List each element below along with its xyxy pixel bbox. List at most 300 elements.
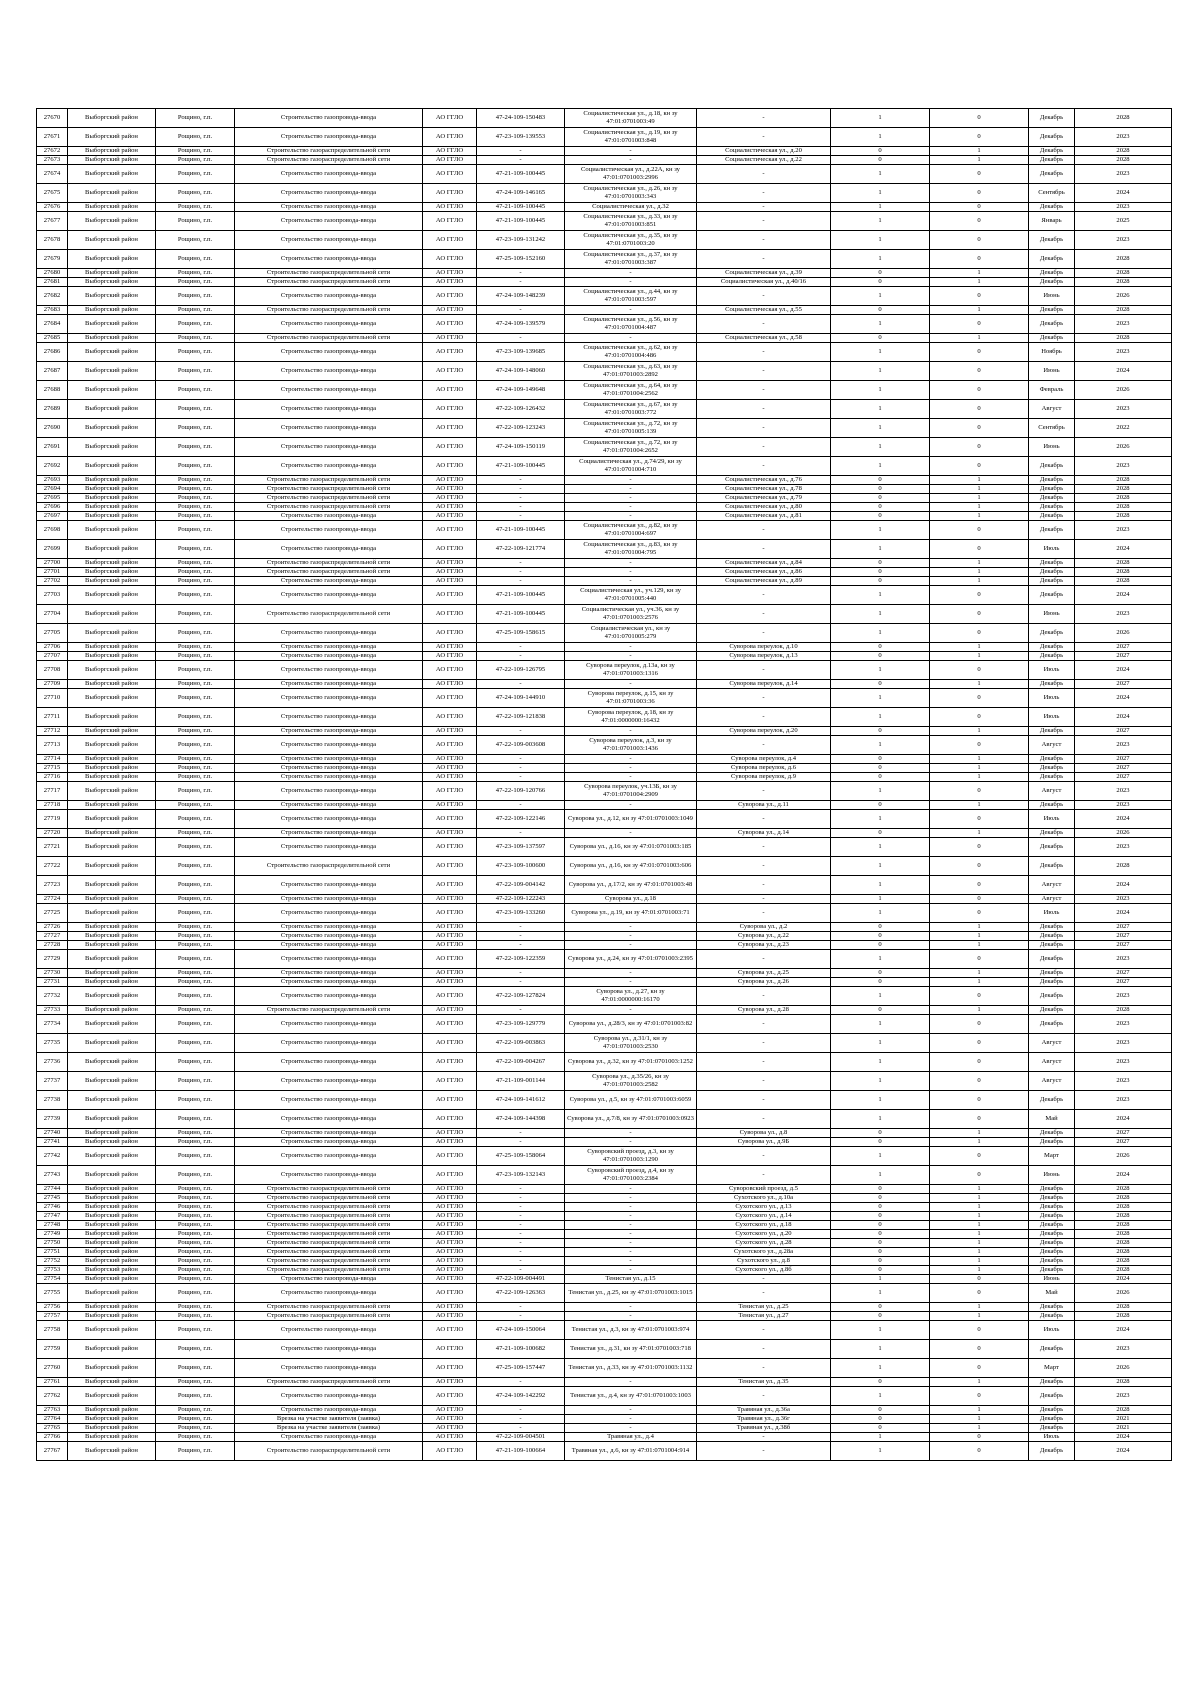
month-cell: Июль [1029,1321,1075,1340]
settlement-cell: Рощино, г.п. [156,680,235,689]
inlet-count-cell: 0 [831,1312,930,1321]
table-row [37,1166,1172,1185]
network-address-cell: - [697,287,831,306]
network-count-cell: 0 [930,1053,1029,1072]
month-cell: Сентябрь [1029,184,1075,203]
work-type-cell: Строительство газопровода-ввода [235,895,423,904]
request-number-cell: 47-22-109-122359 [477,950,565,969]
table-row [37,652,1172,661]
row-number-cell: 27706 [37,643,68,652]
work-type-cell: Строительство газопровода-ввода [235,109,423,128]
inlet-count-cell: 0 [831,829,930,838]
year-cell: 2023 [1075,950,1172,969]
month-cell: Декабрь [1029,987,1075,1006]
work-type-cell: Строительство газораспределительной сети [235,1239,423,1248]
inlet-count-cell: 1 [831,438,930,457]
year-cell: 2028 [1075,1194,1172,1203]
year-cell: 2023 [1075,203,1172,212]
row-number-cell: 27721 [37,838,68,857]
address-cadastre-cell: Суворова переулок, д.15, кн зу 47:01:0701003:36 [565,689,697,708]
organization-cell: АО ГГЛО [423,278,477,287]
month-cell: Декабрь [1029,1015,1075,1034]
network-address-cell: Травяная ул., д.36г [697,1415,831,1424]
inlet-count-cell: 0 [831,1221,930,1230]
district-cell: Выборгский район [68,165,156,184]
request-number-cell: - [477,1266,565,1275]
month-cell: Декабрь [1029,801,1075,810]
month-cell: Декабрь [1029,512,1075,521]
network-address-cell: - [697,1015,831,1034]
network-count-cell: 0 [930,1110,1029,1129]
work-type-cell: Строительство газопровода-ввода [235,904,423,923]
settlement-cell: Рощино, г.п. [156,540,235,559]
address-cadastre-cell: - [565,643,697,652]
organization-cell: АО ГГЛО [423,755,477,764]
settlement-cell: Рощино, г.п. [156,605,235,624]
inlet-count-cell: 0 [831,147,930,156]
year-cell: 2023 [1075,315,1172,334]
network-count-cell: 1 [930,1266,1029,1275]
address-cadastre-cell: - [565,494,697,503]
network-address-cell: - [697,419,831,438]
month-cell: Декабрь [1029,755,1075,764]
table-row [37,381,1172,400]
network-address-cell: Тенистая ул., д.25 [697,1303,831,1312]
request-number-cell: 47-25-109-158615 [477,624,565,643]
inlet-count-cell: 1 [831,950,930,969]
table-row [37,736,1172,755]
district-cell: Выборгский район [68,156,156,165]
organization-cell: АО ГГЛО [423,1072,477,1091]
network-address-cell: - [697,343,831,362]
row-number-cell: 27737 [37,1072,68,1091]
work-type-cell: Строительство газопровода-ввода [235,1433,423,1442]
organization-cell: АО ГГЛО [423,736,477,755]
request-number-cell: 47-23-109-131242 [477,231,565,250]
settlement-cell: Рощино, г.п. [156,400,235,419]
network-address-cell: - [697,1275,831,1284]
table-row [37,1415,1172,1424]
inlet-count-cell: 1 [831,1034,930,1053]
network-count-cell: 0 [930,736,1029,755]
inlet-count-cell: 1 [831,231,930,250]
address-cadastre-cell: - [565,1312,697,1321]
work-type-cell: Строительство газопровода-ввода [235,950,423,969]
network-address-cell: - [697,987,831,1006]
month-cell: Июнь [1029,438,1075,457]
work-type-cell: Строительство газопровода-ввода [235,287,423,306]
district-cell: Выборгский район [68,932,156,941]
table-row [37,1091,1172,1110]
network-address-cell: - [697,904,831,923]
address-cadastre-cell: Суворова ул., д.16, кн зу 47:01:0701003:606 [565,857,697,876]
network-count-cell: 1 [930,773,1029,782]
table-row [37,1340,1172,1359]
organization-cell: АО ГГЛО [423,661,477,680]
address-cadastre-cell: - [565,1266,697,1275]
month-cell: Декабрь [1029,932,1075,941]
district-cell: Выборгский район [68,1230,156,1239]
inlet-count-cell: 0 [831,1406,930,1415]
request-number-cell: - [477,1230,565,1239]
table-row [37,1072,1172,1091]
network-address-cell: - [697,782,831,801]
year-cell: 2023 [1075,801,1172,810]
settlement-cell: Рощино, г.п. [156,624,235,643]
work-type-cell: Строительство газопровода-ввода [235,727,423,736]
request-number-cell: 47-22-109-123243 [477,419,565,438]
organization-cell: АО ГГЛО [423,540,477,559]
request-number-cell: - [477,1424,565,1433]
month-cell: Декабрь [1029,128,1075,147]
inlet-count-cell: 0 [831,1230,930,1239]
organization-cell: АО ГГЛО [423,708,477,727]
request-number-cell: 47-22-109-004501 [477,1433,565,1442]
district-cell: Выборгский район [68,278,156,287]
network-address-cell: - [697,1110,831,1129]
work-type-cell: Строительство газопровода-ввода [235,1406,423,1415]
month-cell: Июнь [1029,1275,1075,1284]
network-address-cell: - [697,857,831,876]
row-number-cell: 27685 [37,334,68,343]
network-address-cell: - [697,128,831,147]
row-number-cell: 27746 [37,1203,68,1212]
district-cell: Выборгский район [68,736,156,755]
row-number-cell: 27740 [37,1129,68,1138]
network-address-cell: - [697,1053,831,1072]
network-address-cell: Суворова ул., д.23 [697,941,831,950]
address-cadastre-cell: Социалистическая ул., д.63, кн зу 47:01:0701003:2892 [565,362,697,381]
row-number-cell: 27691 [37,438,68,457]
address-cadastre-cell: Суворова ул., д.27, кн зу 47:01:0000000:16170 [565,987,697,1006]
address-cadastre-cell: Социалистическая ул., д.64, кн зу 47:01:0701004:2562 [565,381,697,400]
district-cell: Выборгский район [68,838,156,857]
work-type-cell: Строительство газопровода-ввода [235,1053,423,1072]
district-cell: Выборгский район [68,1284,156,1303]
year-cell: 2024 [1075,661,1172,680]
inlet-count-cell: 0 [831,932,930,941]
row-number-cell: 27728 [37,941,68,950]
work-type-cell: Строительство газопровода-ввода [235,586,423,605]
month-cell: Декабрь [1029,1194,1075,1203]
year-cell: 2024 [1075,810,1172,829]
table-row [37,1053,1172,1072]
row-number-cell: 27697 [37,512,68,521]
inlet-count-cell: 0 [831,801,930,810]
settlement-cell: Рощино, г.п. [156,1034,235,1053]
row-number-cell: 27766 [37,1433,68,1442]
network-count-cell: 0 [930,315,1029,334]
year-cell: 2027 [1075,978,1172,987]
district-cell: Выборгский район [68,1015,156,1034]
inlet-count-cell: 1 [831,1321,930,1340]
organization-cell: АО ГГЛО [423,457,477,476]
request-number-cell: - [477,156,565,165]
address-cadastre-cell: - [565,1129,697,1138]
request-number-cell: - [477,512,565,521]
organization-cell: АО ГГЛО [423,1284,477,1303]
settlement-cell: Рощино, г.п. [156,1147,235,1166]
network-count-cell: 0 [930,521,1029,540]
row-number-cell: 27749 [37,1230,68,1239]
district-cell: Выборгский район [68,512,156,521]
address-cadastre-cell: - [565,568,697,577]
year-cell: 2027 [1075,764,1172,773]
month-cell: Декабрь [1029,269,1075,278]
organization-cell: АО ГГЛО [423,1006,477,1015]
address-cadastre-cell: - [565,773,697,782]
row-number-cell: 27752 [37,1257,68,1266]
address-cadastre-cell: Социалистическая ул., д.72, кн зу 47:01:0701005:139 [565,419,697,438]
inlet-count-cell: 0 [831,1185,930,1194]
organization-cell: АО ГГЛО [423,287,477,306]
request-number-cell: 47-24-109-139579 [477,315,565,334]
network-count-cell: 0 [930,287,1029,306]
table-row [37,838,1172,857]
district-cell: Выборгский район [68,109,156,128]
network-count-cell: 0 [930,708,1029,727]
table-row [37,810,1172,829]
address-cadastre-cell: Суворова переулок, д.18, кн зу 47:01:0000000:16432 [565,708,697,727]
work-type-cell: Строительство газораспределительной сети [235,306,423,315]
network-address-cell: Суворова переулок, д.13 [697,652,831,661]
network-count-cell: 0 [930,950,1029,969]
network-address-cell: Социалистическая ул., д.22 [697,156,831,165]
organization-cell: АО ГГЛО [423,476,477,485]
address-cadastre-cell: Суворова ул., д.17/2, кн зу 47:01:0701003:48 [565,876,697,895]
row-number-cell: 27688 [37,381,68,400]
settlement-cell: Рощино, г.п. [156,1406,235,1415]
inlet-count-cell: 1 [831,343,930,362]
network-address-cell: Суворова ул., д.8 [697,1129,831,1138]
network-address-cell: - [697,315,831,334]
year-cell: 2024 [1075,876,1172,895]
table-row [37,1442,1172,1461]
district-cell: Выборгский район [68,419,156,438]
district-cell: Выборгский район [68,147,156,156]
year-cell: 2028 [1075,503,1172,512]
table-row [37,1230,1172,1239]
gasification-table [36,108,1172,1461]
work-type-cell: Строительство газопровода-ввода [235,521,423,540]
month-cell: Июнь [1029,605,1075,624]
network-count-cell: 1 [930,1312,1029,1321]
address-cadastre-cell: Суворова ул., д.31/1, кн зу 47:01:0701003:2530 [565,1034,697,1053]
address-cadastre-cell: - [565,1006,697,1015]
table-row [37,165,1172,184]
organization-cell: АО ГГЛО [423,1424,477,1433]
inlet-count-cell: 0 [831,923,930,932]
request-number-cell: 47-22-109-120766 [477,782,565,801]
table-row [37,1138,1172,1147]
settlement-cell: Рощино, г.п. [156,231,235,250]
table-row [37,1147,1172,1166]
year-cell: 2023 [1075,165,1172,184]
row-number-cell: 27672 [37,147,68,156]
table-row [37,643,1172,652]
district-cell: Выборгский район [68,494,156,503]
district-cell: Выборгский район [68,978,156,987]
settlement-cell: Рощино, г.п. [156,184,235,203]
year-cell: 2024 [1075,1321,1172,1340]
work-type-cell: Строительство газораспределительной сети [235,1266,423,1275]
request-number-cell: 47-21-109-100445 [477,165,565,184]
month-cell: Июль [1029,810,1075,829]
work-type-cell: Строительство газопровода-ввода [235,438,423,457]
network-address-cell: - [697,457,831,476]
address-cadastre-cell: - [565,1212,697,1221]
network-count-cell: 1 [930,1221,1029,1230]
table-row [37,457,1172,476]
network-count-cell: 0 [930,1091,1029,1110]
network-address-cell: - [697,661,831,680]
address-cadastre-cell: Социалистическая ул., д.82, кн зу 47:01:0701004:697 [565,521,697,540]
year-cell: 2028 [1075,1221,1172,1230]
settlement-cell: Рощино, г.п. [156,476,235,485]
settlement-cell: Рощино, г.п. [156,969,235,978]
address-cadastre-cell: - [565,764,697,773]
network-count-cell: 0 [930,128,1029,147]
work-type-cell: Строительство газопровода-ввода [235,1340,423,1359]
network-count-cell: 0 [930,1442,1029,1461]
work-type-cell: Строительство газопровода-ввода [235,1091,423,1110]
month-cell: Август [1029,876,1075,895]
organization-cell: АО ГГЛО [423,801,477,810]
district-cell: Выборгский район [68,503,156,512]
request-number-cell: - [477,969,565,978]
year-cell: 2023 [1075,605,1172,624]
network-count-cell: 1 [930,652,1029,661]
settlement-cell: Рощино, г.п. [156,978,235,987]
address-cadastre-cell: - [565,1221,697,1230]
row-number-cell: 27719 [37,810,68,829]
network-count-cell: 0 [930,1433,1029,1442]
month-cell: Декабрь [1029,727,1075,736]
address-cadastre-cell: Тенистая ул., д.31, кн зу 47:01:0701003:718 [565,1340,697,1359]
month-cell: Июль [1029,904,1075,923]
row-number-cell: 27671 [37,128,68,147]
district-cell: Выборгский район [68,1034,156,1053]
organization-cell: АО ГГЛО [423,1312,477,1321]
district-cell: Выборгский район [68,485,156,494]
table-row [37,1257,1172,1266]
district-cell: Выборгский район [68,568,156,577]
request-number-cell: - [477,278,565,287]
year-cell: 2023 [1075,1053,1172,1072]
inlet-count-cell: 1 [831,1072,930,1091]
address-cadastre-cell: - [565,1185,697,1194]
network-count-cell: 1 [930,494,1029,503]
year-cell: 2028 [1075,1248,1172,1257]
address-cadastre-cell: - [565,978,697,987]
organization-cell: АО ГГЛО [423,485,477,494]
table-row [37,559,1172,568]
settlement-cell: Рощино, г.п. [156,1284,235,1303]
month-cell: Декабрь [1029,1312,1075,1321]
month-cell: Декабрь [1029,521,1075,540]
organization-cell: АО ГГЛО [423,1212,477,1221]
work-type-cell: Строительство газопровода-ввода [235,1387,423,1406]
organization-cell: АО ГГЛО [423,1129,477,1138]
request-number-cell: 47-23-109-139553 [477,128,565,147]
district-cell: Выборгский район [68,1442,156,1461]
network-address-cell: Тенистая ул., д.35 [697,1378,831,1387]
inlet-count-cell: 0 [831,559,930,568]
table-row [37,1248,1172,1257]
month-cell: Ноябрь [1029,343,1075,362]
table-row [37,540,1172,559]
row-number-cell: 27712 [37,727,68,736]
table-row [37,1221,1172,1230]
inlet-count-cell: 0 [831,1257,930,1266]
request-number-cell: - [477,147,565,156]
network-count-cell: 1 [930,156,1029,165]
network-count-cell: 0 [930,605,1029,624]
work-type-cell: Строительство газопровода-ввода [235,400,423,419]
year-cell: 2024 [1075,1110,1172,1129]
month-cell: Декабрь [1029,838,1075,857]
row-number-cell: 27754 [37,1275,68,1284]
address-cadastre-cell: - [565,932,697,941]
network-address-cell: - [697,362,831,381]
month-cell: Декабрь [1029,969,1075,978]
address-cadastre-cell: - [565,801,697,810]
month-cell: Декабрь [1029,1266,1075,1275]
address-cadastre-cell: Социалистическая ул., д.44, кн зу 47:01:0701003:597 [565,287,697,306]
row-number-cell: 27730 [37,969,68,978]
table-row [37,923,1172,932]
month-cell: Декабрь [1029,250,1075,269]
request-number-cell: 47-22-109-121838 [477,708,565,727]
row-number-cell: 27689 [37,400,68,419]
month-cell: Декабрь [1029,1212,1075,1221]
address-cadastre-cell: - [565,680,697,689]
address-cadastre-cell: Тенистая ул., д.15 [565,1275,697,1284]
table-row [37,1406,1172,1415]
settlement-cell: Рощино, г.п. [156,1248,235,1257]
year-cell: 2028 [1075,476,1172,485]
year-cell: 2027 [1075,755,1172,764]
inlet-count-cell: 0 [831,1303,930,1312]
address-cadastre-cell: Суворова ул., д.5, кн зу 47:01:0701003:6059 [565,1091,697,1110]
work-type-cell: Строительство газопровода-ввода [235,1284,423,1303]
month-cell: Декабрь [1029,457,1075,476]
table-row [37,278,1172,287]
work-type-cell: Строительство газопровода-ввода [235,362,423,381]
month-cell: Декабрь [1029,586,1075,605]
month-cell: Декабрь [1029,1257,1075,1266]
district-cell: Выборгский район [68,1433,156,1442]
table-row [37,512,1172,521]
request-number-cell: 47-25-109-158064 [477,1147,565,1166]
work-type-cell: Строительство газопровода-ввода [235,987,423,1006]
year-cell: 2028 [1075,1185,1172,1194]
request-number-cell: - [477,643,565,652]
inlet-count-cell: 1 [831,904,930,923]
organization-cell: АО ГГЛО [423,923,477,932]
table-row [37,708,1172,727]
inlet-count-cell: 0 [831,156,930,165]
address-cadastre-cell: Тенистая ул., д.4, кн зу 47:01:0701003:1003 [565,1387,697,1406]
request-number-cell: 47-22-109-127824 [477,987,565,1006]
inlet-count-cell: 1 [831,165,930,184]
inlet-count-cell: 0 [831,1266,930,1275]
network-address-cell: - [697,1091,831,1110]
district-cell: Выборгский район [68,941,156,950]
network-address-cell: - [697,231,831,250]
address-cadastre-cell: - [565,1194,697,1203]
request-number-cell: 47-22-109-126432 [477,400,565,419]
